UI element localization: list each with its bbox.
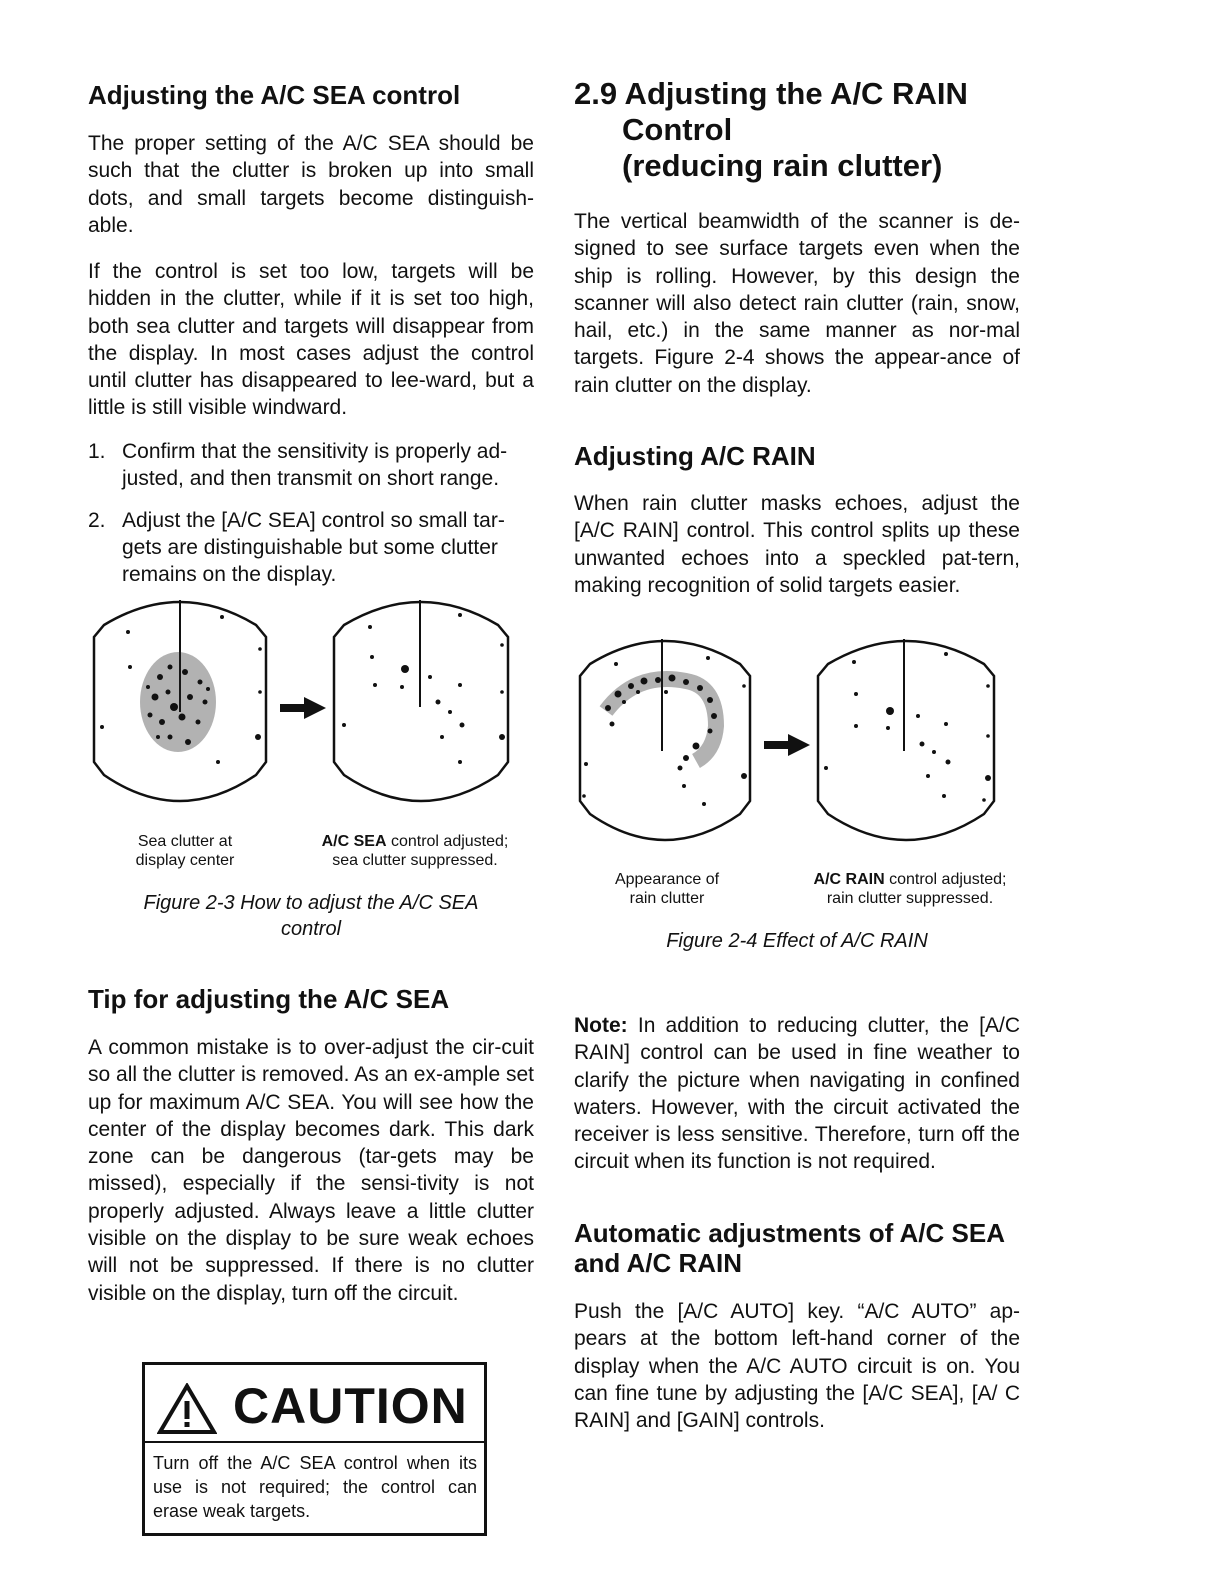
tip-paragraph: A common mistake is to over-adjust the cir-cuit so all the clutter is removed. As an ex-ample set up for maximum A/C SEA. You will see how the center of the display becomes dark. This dark zone can be dangerous (tar-gets may be missed), especially if the sensi-tivity is not properly adjusted. Always leave a little clutter visible on the display to be sure weak echoes will not be suppressed. If there is no clutter visible on the display, turn off the circuit. xyxy=(88,1036,534,1305)
figure-2-4-caption: Figure 2-4 Effect of A/C RAIN xyxy=(666,930,928,952)
steps-list xyxy=(88,438,534,602)
list-item: 1. Confirm that the sensitivity is properly ad-justed, and then transmit on short range. xyxy=(88,440,508,491)
auto-paragraph: Push the [A/C AUTO] key. “A/C AUTO” ap-pears at the bottom left-hand corner of the display when the A/C AUTO circuit is on. You can fine tune by adjusting the [A/C SEA], [A/ C RAIN] and [GAIN] controls. xyxy=(574,1300,1020,1433)
list-item: 2. Adjust the [A/C SEA] control so small tar-gets are distinguishable but some clutter remains on the display. xyxy=(88,508,505,587)
fig4-caption-right: A/C RAIN control adjusted; rain clutter suppressed. xyxy=(813,871,1007,907)
radar-sea-adjusted-image xyxy=(330,597,512,819)
caution-header xyxy=(151,1377,481,1439)
section-title-line-2: Control xyxy=(622,112,733,147)
fig4-caption-left: Appearance of rain clutter xyxy=(614,871,720,907)
radar-rain-clutter-image xyxy=(576,636,754,858)
caution-text: Turn off the A/C SEA control when its use is not required; the control can erase weak targets. xyxy=(153,1453,477,1521)
warning-triangle-icon xyxy=(157,1383,217,1435)
heading-automatic-adjustments: Automatic adjustments of A/C SEA and A/C RAIN xyxy=(574,1218,1005,1278)
right-arrow-icon xyxy=(280,697,326,719)
right-arrow-icon xyxy=(764,734,810,756)
caution-box xyxy=(142,1362,487,1536)
fig3-caption-left: Sea clutter at display center xyxy=(135,833,235,869)
heading-tip-ac-sea: Tip for adjusting the A/C SEA xyxy=(88,984,450,1014)
radar-rain-adjusted-image xyxy=(814,636,998,858)
sea-paragraph-1: The proper setting of the A/C SEA should be such that the clutter is broken up into small dots, and small targets become distinguish-able. xyxy=(88,132,534,237)
caution-title: CAUTION xyxy=(233,1378,468,1434)
heading-adjusting-ac-sea: Adjusting the A/C SEA control xyxy=(88,80,461,110)
note-paragraph: Note: In addition to reducing clutter, the [A/C RAIN] control can be used in fine weather to clarify the picture when navigating in confined waters. However, with the circuit activated the receiver is less sensitive. Therefore, turn off the circuit when its function is not required. xyxy=(574,1014,1020,1174)
section-title-line-3: (reducing rain clutter) xyxy=(622,148,943,183)
sea-paragraph-2: If the control is set too low, targets will be hidden in the clutter, while if it is set too high, both sea clutter and targets will disappear from the display. In most cases adjust the control until clutter has disappeared to lee-ward, but a little is still visible windward. xyxy=(88,260,534,420)
figure-2-3-caption: Figure 2-3 How to adjust the A/C SEA control xyxy=(143,892,479,940)
rain-paragraph-1: The vertical beamwidth of the scanner is de-signed to see surface targets even when the ship is rolling. However, by this design the scanner will also detect rain clutter (rain, snow, hail, etc.) in the same manner as nor-mal targets. Figure 2-4 shows the appear-ance of rain clutter on the display. xyxy=(574,210,1020,397)
fig3-caption-right: A/C SEA control adjusted; sea clutter suppressed. xyxy=(321,833,509,869)
rain-paragraph-2: When rain clutter masks echoes, adjust the [A/C RAIN] control. This control splits up these unwanted echoes into a speckled pat-tern, making recognition of solid targets easier. xyxy=(574,492,1020,597)
caution-divider xyxy=(145,1441,484,1443)
heading-adjusting-ac-rain: Adjusting A/C RAIN xyxy=(574,441,816,471)
radar-sea-clutter-image xyxy=(90,597,270,819)
section-title xyxy=(574,76,1020,184)
section-title-line-1: 2.9 Adjusting the A/C RAIN xyxy=(574,76,968,111)
